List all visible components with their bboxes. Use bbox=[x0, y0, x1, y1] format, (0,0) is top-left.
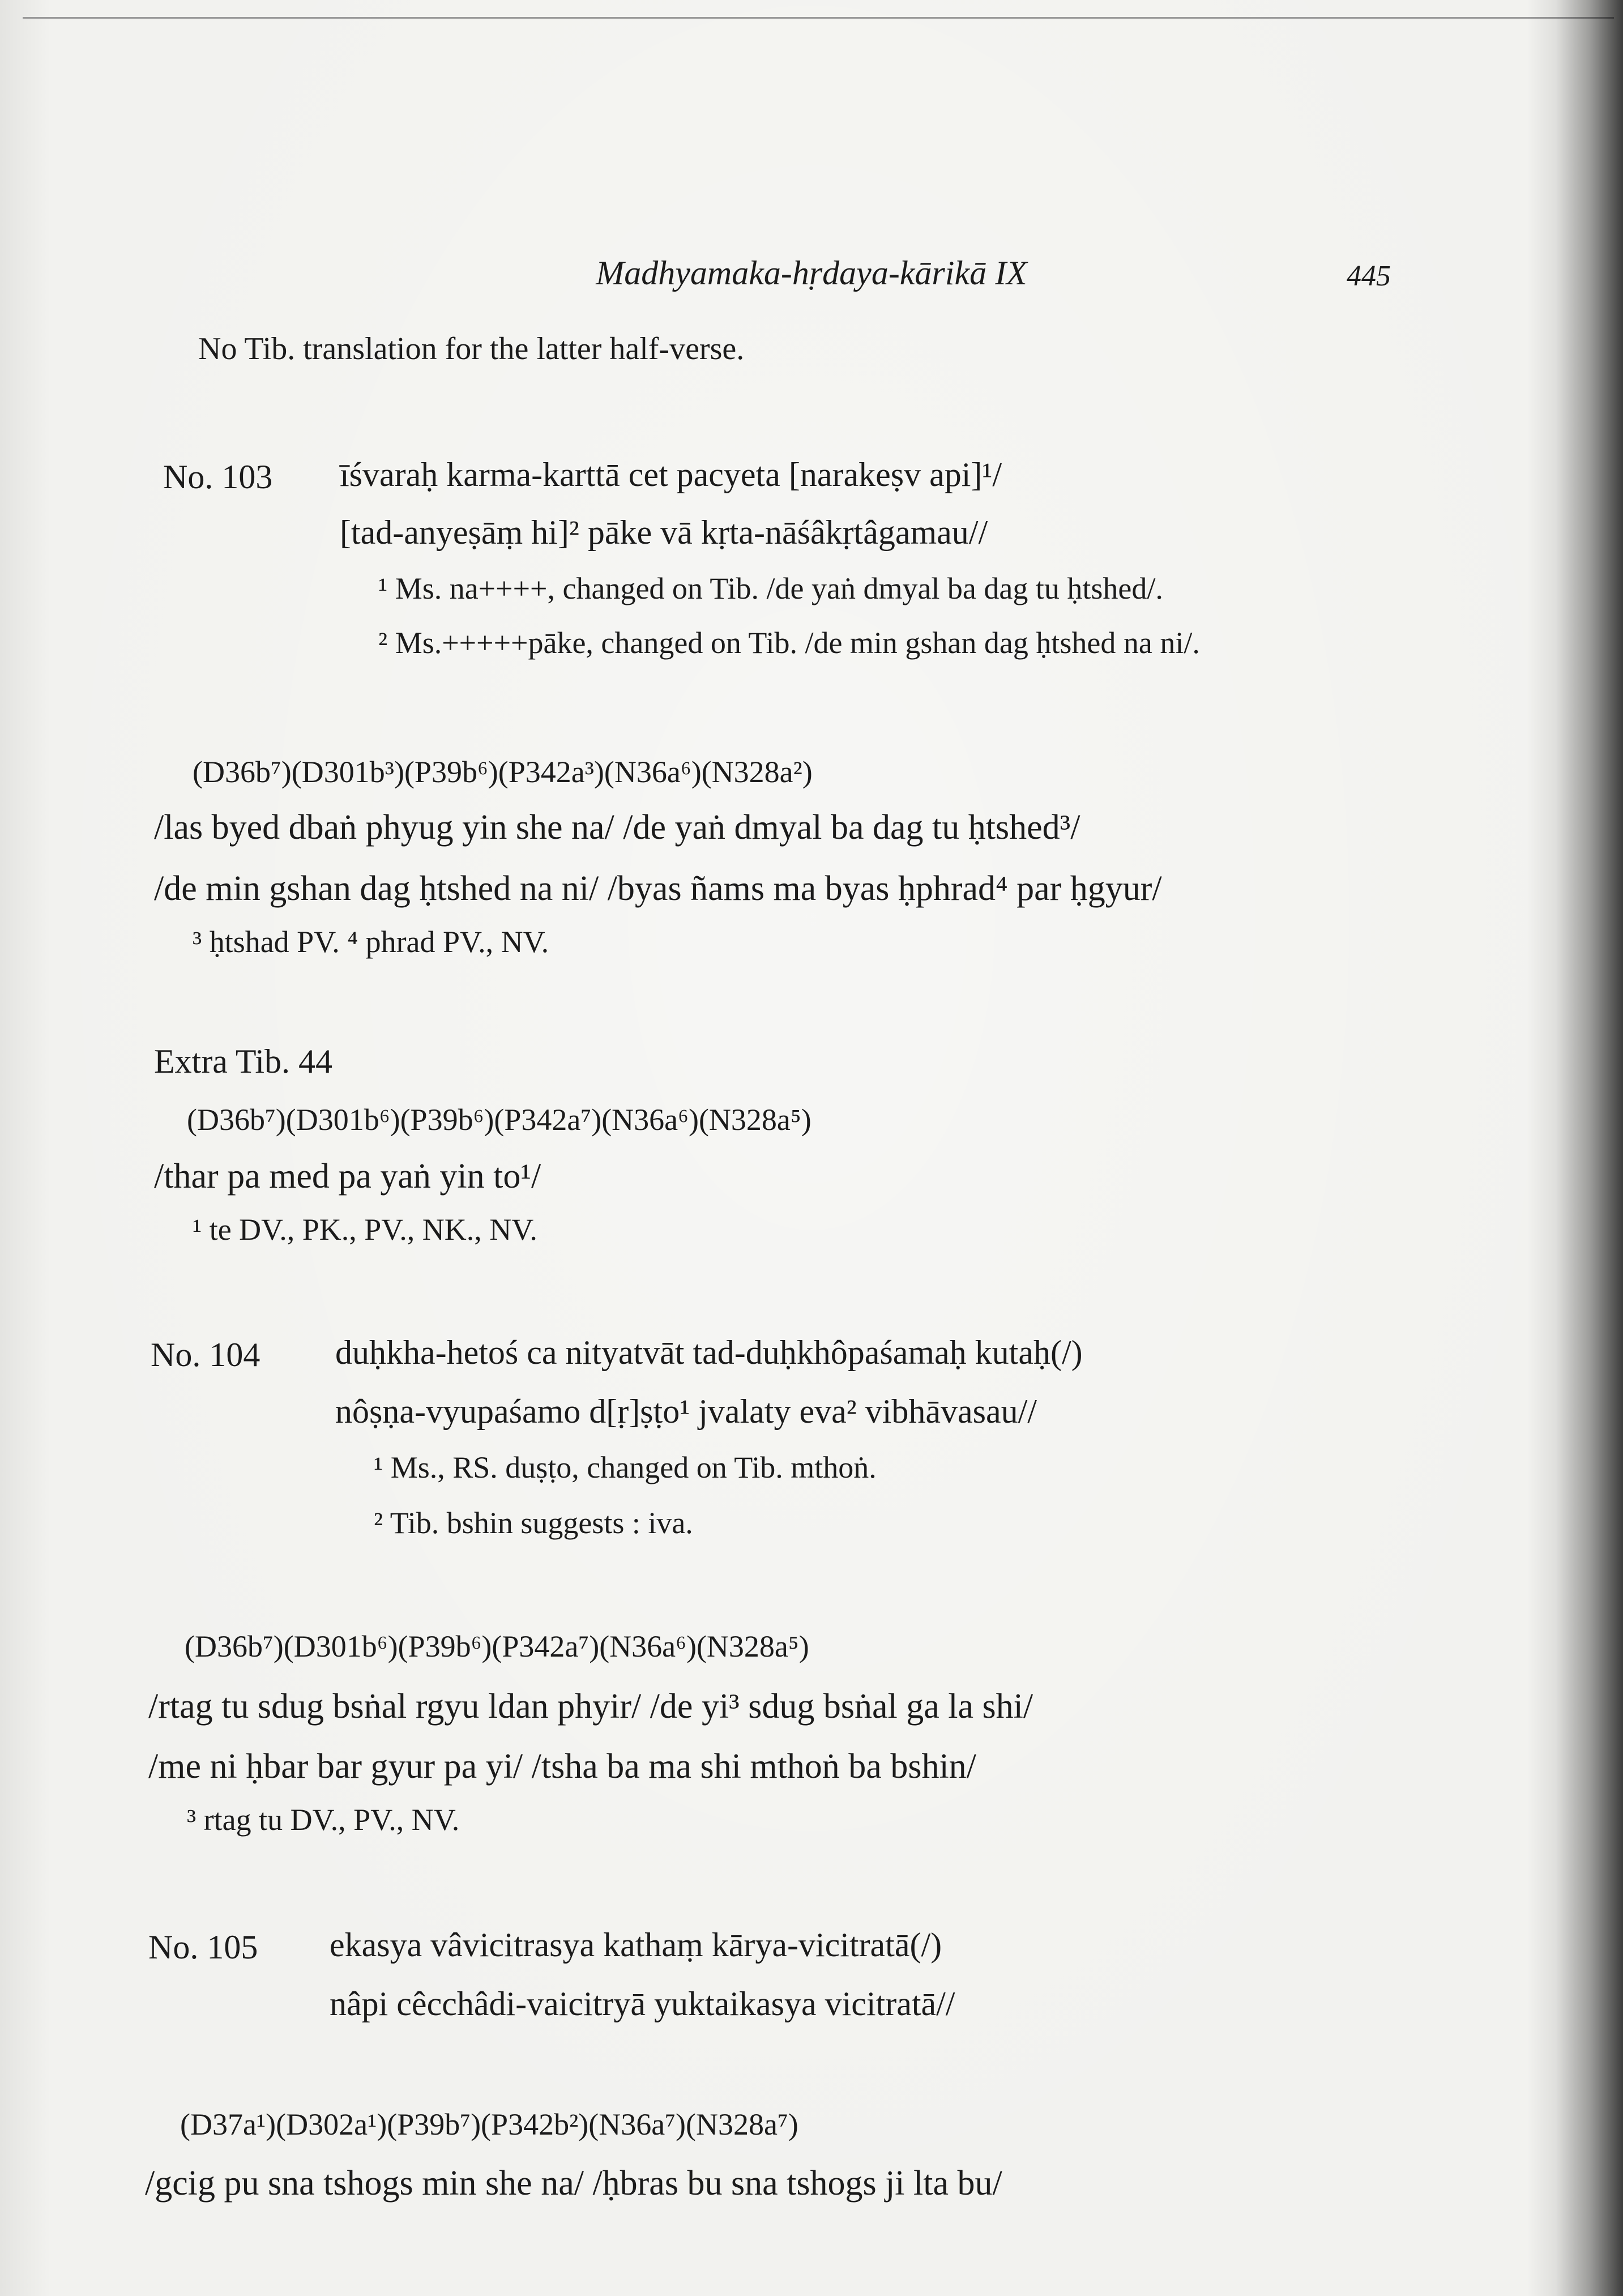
intro-note: No Tib. translation for the latter half-verse. bbox=[198, 331, 745, 366]
tibetan-line: /rtag tu sdug bsṅal rgyu ldan phyir/ /de yi³ sdug bsṅal ga la shi/ bbox=[148, 1687, 1033, 1726]
tibetan-line: /thar pa med pa yaṅ yin to¹/ bbox=[154, 1157, 541, 1196]
entry-label: No. 103 bbox=[163, 458, 273, 496]
entry-label: Extra Tib. 44 bbox=[154, 1043, 333, 1080]
sigla-line: (D36b⁷)(D301b⁶)(P39b⁶)(P342a⁷)(N36a⁶)(N328a⁵) bbox=[187, 1103, 812, 1137]
scan-left-shadow bbox=[0, 0, 51, 2296]
tibetan-line: /me ni ḥbar bar gyur pa yi/ /tsha ba ma shi mthoṅ ba bshin/ bbox=[148, 1747, 976, 1786]
verse-line: [tad-anyeṣāṃ hi]² pāke vā kṛta-nāśâkṛtâgamau// bbox=[340, 514, 988, 551]
tibetan-line: /las byed dbaṅ phyug yin she na/ /de yaṅ dmyal ba dag tu ḥtshed³/ bbox=[154, 808, 1080, 847]
running-title: Madhyamaka-hṛdaya-kārikā IX bbox=[596, 254, 1027, 292]
footnote: ² Ms.+++++pāke, changed on Tib. /de min gshan dag ḥtshed na ni/. bbox=[378, 626, 1200, 660]
tibetan-footnote: ³ rtag tu DV., PV., NV. bbox=[187, 1803, 460, 1837]
footnote: ¹ Ms., RS. duṣṭo, changed on Tib. mthoṅ. bbox=[374, 1450, 877, 1484]
verse-line: nâpi cêcchâdi-vaicitryā yuktaikasya vicitratā// bbox=[330, 1985, 955, 2022]
sigla-line: (D36b⁷)(D301b³)(P39b⁶)(P342a³)(N36a⁶)(N328a²) bbox=[193, 755, 813, 789]
entry-label: No. 104 bbox=[151, 1336, 260, 1373]
sigla-line: (D37a¹)(D302a¹)(P39b⁷)(P342b²)(N36a⁷)(N328a⁷) bbox=[180, 2107, 798, 2141]
footnote: ¹ Ms. na++++, changed on Tib. /de yaṅ dmyal ba dag tu ḥtshed/. bbox=[378, 571, 1163, 605]
tibetan-footnote: ³ ḥtshad PV. ⁴ phrad PV., NV. bbox=[193, 925, 549, 959]
tibetan-line: /gcig pu sna tshogs min she na/ /ḥbras bu sna tshogs ji lta bu/ bbox=[145, 2164, 1002, 2203]
top-edge-line bbox=[23, 17, 1614, 19]
page-number: 445 bbox=[1347, 260, 1391, 292]
entry-label: No. 105 bbox=[148, 1928, 258, 1966]
book-spine-shadow bbox=[1527, 0, 1623, 2296]
verse-line: īśvaraḥ karma-karttā cet pacyeta [narakeṣv api]¹/ bbox=[340, 456, 1002, 493]
verse-line: duḥkha-hetoś ca nityatvāt tad-duḥkhôpaśamaḥ kutaḥ(/) bbox=[335, 1334, 1083, 1371]
tibetan-footnote: ¹ te DV., PK., PV., NK., NV. bbox=[193, 1213, 537, 1247]
verse-line: ekasya vâvicitrasya kathaṃ kārya-vicitratā(/) bbox=[330, 1926, 942, 1964]
verse-line: nôṣṇa-vyupaśamo d[ṛ]ṣṭo¹ jvalaty eva² vibhāvasau// bbox=[335, 1393, 1037, 1430]
footnote: ² Tib. bshin suggests : iva. bbox=[374, 1506, 693, 1540]
sigla-line: (D36b⁷)(D301b⁶)(P39b⁶)(P342a⁷)(N36a⁶)(N328a⁵) bbox=[185, 1629, 809, 1663]
tibetan-line: /de min gshan dag ḥtshed na ni/ /byas ñams ma byas ḥphrad⁴ par ḥgyur/ bbox=[154, 869, 1162, 908]
